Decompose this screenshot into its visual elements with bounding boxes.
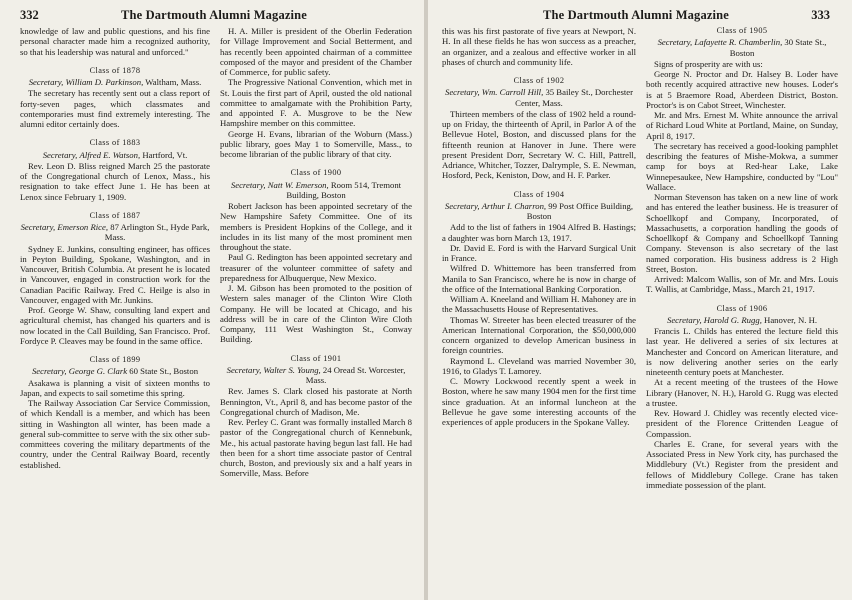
- paragraph: J. M. Gibson has been promoted to the position of Western sales manager of the Clinton Wire Cloth Company. He will be located at Chicago, and his address will be in care of the Clinton Wire Cloth Company, 111 West Washington St., Conway Building.: [220, 283, 412, 345]
- class-secretary: [220, 365, 412, 386]
- paragraph: Thomas W. Streeter has been elected treasurer of the American International Corporation, the $50,000,000 concern organized to develop American business in foreign countries.: [442, 314, 636, 356]
- class-secretary: [20, 366, 210, 376]
- secretary-name: Harold G. Rugg,: [703, 314, 762, 325]
- secretary-name: Alfred E. Watson,: [79, 149, 141, 160]
- class-secretary: [20, 150, 210, 160]
- paragraph: Norman Stevenson has taken on a new line of work and has entered the leather business. He is treasurer of Schoellkopf and Company, Incorporated, of Massachusetts, a corporation handling the goods of Schoellkopf & Company and Schoellkopf Tanning Company. Stevenson is also secretary of the last named corporation. His business address is 2 High Street, Boston.: [646, 192, 838, 274]
- secretary-address: 60 State St., Boston: [129, 366, 199, 377]
- paragraph: Rev. James S. Clark closed his pastorate at North Bennington, Vt., April 8, and has become pastor of the Congregational church of Madison, Me.: [220, 386, 412, 417]
- paragraph: H. A. Miller is president of the Oberlin Federation for Village Improvement and Social Betterment, and has recently been appointed chairman of a committee composed of the mayor and president of the Chamber of Commerce, for public safety.: [220, 26, 412, 77]
- paragraph: this was his first pastorate of five years at Newport, N. H. In all these fields he has won success as a preacher, an organizer, and a zealous and effective worker in all phases of church and community life.: [442, 26, 636, 67]
- secretary-address: 35 Bailey St., Dorchester Center, Mass.: [515, 87, 634, 108]
- paragraph: C. Mowry Lockwood recently spent a week in Boston, where he saw many 1904 men for the first time since graduation. At an informal luncheon at the Bellevue he gave some interesting accounts of the experiences of apple producers in the Spokane Valley.: [442, 376, 636, 427]
- class-heading: Class of 1878: [89, 65, 141, 75]
- paragraph: The secretary has received a good-looking pamphlet describing the features of Mishe-Mokwa, a summer camp for boys at Red-hear Lake, Lake Winnepesaukee, New Hampshire, conducted by "Lou" Wallace.: [646, 140, 838, 192]
- paragraph: Signs of prosperity are with us:: [654, 58, 763, 69]
- class-heading: Class of 1905: [716, 26, 768, 35]
- paragraph: The Progressive National Convention, which met in St. Louis the first part of April, ousted the old national committee to amalgamate with the Prohibition Party, and appointed F. A. Musgrove to be the New Hampshire member on this committee.: [220, 77, 412, 129]
- paragraph: Charles E. Crane, for several years with the Associated Press in New York city, has purchased the Middlebury (Vt.) Register from the president and fellows of Middlebury College. Crane has taken immediate possession of the plant.: [646, 438, 838, 490]
- secretary-name: Walter S. Young,: [263, 364, 321, 375]
- right-page: [428, 0, 852, 600]
- paragraph: Robert Jackson has been appointed secretary of the New Hampshire Safety Committee. One of its members is President Hopkins of the College, and it includes in its list many of the most prominent men throughout the state.: [220, 201, 412, 252]
- class-heading: Class of 1904: [513, 189, 565, 199]
- secretary-address: Waltham, Mass.: [145, 77, 202, 87]
- secretary-name: Emerson Rice,: [57, 222, 109, 232]
- secretary-name: William D. Parkinson,: [65, 77, 144, 87]
- paragraph: Raymond L. Cleveland was married November 30, 1916, to Gladys T. Lamorey.: [442, 355, 636, 376]
- class-heading: Class of 1900: [290, 168, 342, 178]
- secretary-label: Secretary,: [20, 222, 56, 232]
- secretary-name: Lafayette R. Chamberlin,: [694, 37, 783, 48]
- secretary-address: 99 Post Office Building, Boston: [526, 200, 634, 221]
- secretary-name: George G. Clark: [68, 366, 128, 377]
- running-title: The Dartmouth Alumni Magazine: [121, 8, 307, 22]
- left-column-1: [20, 26, 210, 596]
- secretary-label: Secretary,: [226, 364, 262, 375]
- paragraph: Prof. George W. Shaw, consulting land expert and agricultural chemist, has changed his quarters and is now located in the Call Building, San Francisco. Prof. Fordyce P. Cleaves may be found in the same office.: [20, 305, 210, 346]
- class-heading: Class of 1883: [89, 138, 141, 148]
- secretary-name: Arthur I. Charron,: [481, 200, 547, 211]
- paragraph: Rev. Perley C. Grant was formally installed March 8 pastor of the Congregational church of Kennebunk, Me., his actual pastorate having begun last fall. He had then been for a short time associate pastor of Central church, Boston, and previously six and a half years in Somerville, Mass. Before: [220, 417, 412, 479]
- paragraph: Francis L. Childs has entered the lecture field this last year. He delivered a series of six lectures at Manchester and Concord on American literature, and is now delivering another series on the early nineteenth century poets at Manchester.: [646, 326, 838, 377]
- paragraph: Arrived: Malcom Wallis, son of Mr. and Mrs. Louis T. Wallis, at Cambridge, Mass., March 21, 1917.: [646, 274, 838, 295]
- paragraph: Mr. and Mrs. Ernest M. White announce the arrival of Richard Loud White at Portland, Maine, on Sunday, April 8, 1917.: [646, 110, 838, 141]
- secretary-label: Secretary,: [28, 77, 64, 87]
- paragraph: Rev. Howard J. Chidley was recently elected vice-president of the Florence Crittenden League of Compassion.: [646, 408, 838, 439]
- paragraph: George N. Proctor and Dr. Halsey B. Loder have both recently acquired attractive new houses. Loder's is at 5 Braemore Road, Aberdeen District, Boston. Proctor's is on Cabot Street, Winchester.: [646, 69, 838, 110]
- class-secretary: [442, 87, 636, 108]
- class-heading: Class of 1902: [513, 76, 565, 85]
- right-column-2: [646, 26, 838, 596]
- class-secretary: [442, 201, 636, 222]
- left-page: [0, 0, 424, 600]
- secretary-label: Secretary,: [230, 179, 266, 190]
- paragraph: George H. Evans, librarian of the Woburn (Mass.) public library, goes May 1 to Somerville, Mass., to become librarian of the public library of that city.: [220, 128, 412, 159]
- secretary-address: 24 Oread St. Worcester, Mass.: [305, 364, 406, 385]
- paragraph: Dr. David E. Ford is with the Harvard Surgical Unit in France.: [442, 242, 636, 263]
- secretary-label: Secretary,: [444, 87, 480, 98]
- class-secretary: [220, 180, 412, 201]
- secretary-name: Natt W. Emerson,: [267, 179, 329, 190]
- secretary-name: Wm. Carroll Hill,: [481, 87, 544, 98]
- paragraph: At a recent meeting of the trustees of the Howe Library (Hanover, N. H.), Harold G. Rugg was elected a trustee.: [646, 377, 838, 408]
- secretary-label: Secretary,: [31, 366, 67, 377]
- secretary-address: Hanover, N. H.: [764, 314, 818, 325]
- secretary-address: Room 514, Tremont Building, Boston: [286, 179, 402, 200]
- secretary-address: 30 State St., Boston: [729, 37, 827, 58]
- paragraph: The secretary has recently sent out a class report of forty-seven pages, which classmates and contemporaries must find extremely interesting. The alumni editor certainly does.: [20, 88, 210, 129]
- paragraph: Sydney E. Junkins, consulting engineer, has offices in Peyton Building, Spokane, Washington, and in Vancouver, British Columbia. At present he is located in Vancouver, engaged in construction work for the Canadian Pacific Railway. Fred C. Heilge is also in Vancouver, engaged with Mr. Junkins.: [20, 243, 210, 305]
- paragraph: Asakawa is planning a visit of sixteen months to Japan, and expects to sail sometime this spring.: [20, 377, 210, 398]
- secretary-label: Secretary,: [657, 37, 693, 48]
- right-page-header: [442, 8, 830, 24]
- running-title: The Dartmouth Alumni Magazine: [543, 8, 729, 22]
- class-secretary: [20, 222, 210, 243]
- class-secretary: [20, 77, 210, 87]
- paragraph: The Railway Association Car Service Commission, of which Kendall is a member, and which has been sitting in Washington all winter, has been made a general sub-committee to serve with the six other sub-committees covering the military departments of the country, under the Central Railway Board, recently established.: [20, 398, 210, 470]
- left-page-header: [20, 8, 408, 24]
- secretary-label: Secretary,: [42, 149, 78, 160]
- right-column-1: [442, 26, 636, 596]
- secretary-label: Secretary,: [666, 314, 702, 325]
- paragraph: William A. Kneeland and William H. Mahoney are in the Massachusetts House of Representatives.: [442, 294, 636, 315]
- left-column-2: [220, 26, 412, 596]
- paragraph: Paul G. Redington has been appointed secretary and treasurer of the volunteer committee of safety and preparedness for Albuquerque, New Mexico.: [220, 252, 412, 283]
- secretary-label: Secretary,: [444, 200, 480, 211]
- class-secretary: [646, 37, 838, 58]
- class-secretary: [646, 315, 838, 325]
- secretary-address: 87 Arlington St., Hyde Park, Mass.: [104, 222, 210, 243]
- paragraph: Rev. Leon D. Bliss reigned March 25 the pastorate of the Congregational church of Lenox, Mass., his resignation to take effect June 1. He has been at Lenox since February 1, 1909.: [20, 160, 210, 202]
- paragraph: Wilfred D. Whittemore has been transferred from Manila to San Francisco, where he is now in charge of the office of the International Banking Corporation.: [442, 263, 636, 294]
- secretary-address: Hartford, Vt.: [142, 149, 188, 160]
- page-number: 333: [811, 8, 830, 22]
- paragraph: knowledge of law and public questions, and his fine personal character made him a recognized authority, so that his leadership was natural and unforced.": [20, 26, 210, 57]
- class-heading: Class of 1887: [89, 210, 141, 220]
- page-number: 332: [20, 8, 39, 22]
- class-heading: Class of 1899: [89, 355, 141, 364]
- class-heading: Class of 1901: [290, 353, 342, 363]
- class-heading: Class of 1906: [716, 303, 768, 313]
- paragraph: Thirteen members of the class of 1902 held a round-up on Friday, the thirteenth of April, in Parlor A of the Bellevue Hotel, Boston, and discussed plans for the fifteenth reunion at Hanover in June. There were present President Dorr, Secretary W. C. Hill, Pattrell, Adriance, Whitcher, Tozzer, Dalrymple, S. E. Newman, Hosford, Peck, Keniston, Dow, and H. F. Parker.: [442, 108, 636, 181]
- paragraph: Add to the list of fathers in 1904 Alfred B. Hastings; a daughter was born March 13, 1917.: [442, 222, 636, 243]
